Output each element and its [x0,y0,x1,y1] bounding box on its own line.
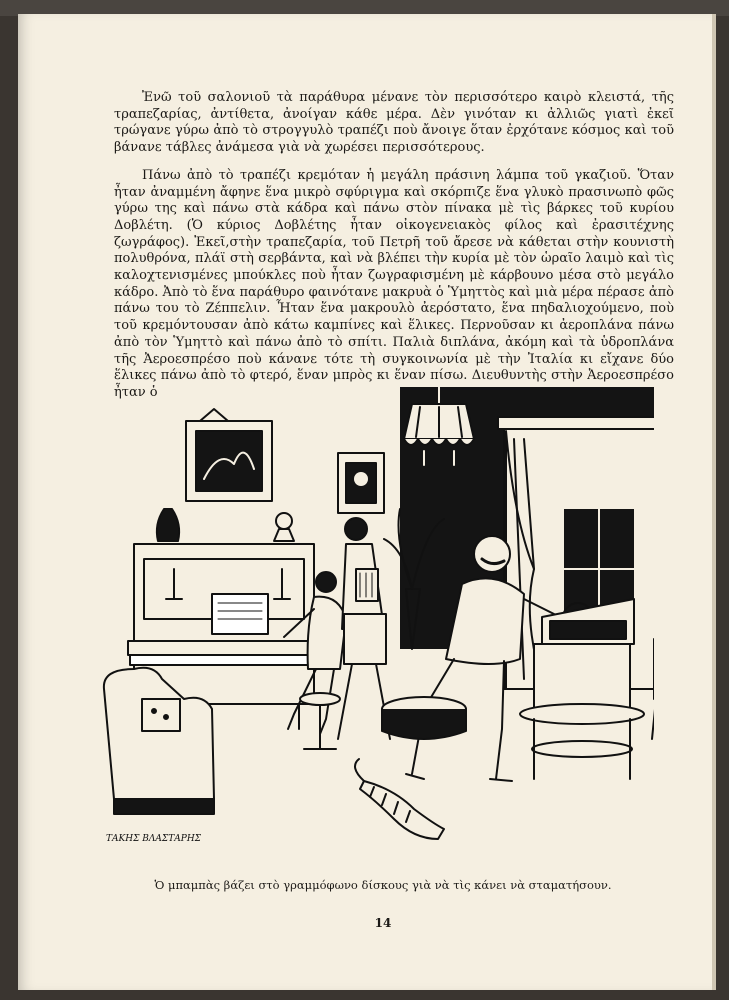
body-text [114,90,674,402]
illustration-caption: Ὁ μπαμπὰς βάζει στὸ γραμμόφωνο δίσκους γιὰ νὰ τὶς κάνει νὰ σταματήσουν. [154,878,612,892]
page-edge [712,14,716,990]
framed-painting [186,409,272,501]
small-portrait [338,453,384,513]
paragraph-1: Ἐνῶ τοῦ σαλονιοῦ τὰ παράθυρα μένανε τὸν περισσότερο καιρὸ κλειστά, τῆς τραπεζαρίας, ἀντίθετα, ἀνοίγαν κάθε μέρα. Δὲν γινόταν κι ἀλλιῶς γιατὶ ἐκεῖ τρώγανε γύρω ἀπὸ τὸ στρογγυλὸ τραπέζι ποὺ ἄνοιγε ὅταν ἐρχότανε κόσμος καὶ τοῦ βάνανε τάβλες ἀνάμεσα γιὰ νὰ χωρέσει περισσότερους. [114,90,674,156]
striped-cat [355,759,444,839]
living-room-illustration [94,369,654,869]
paragraph-2: Πάνω ἀπὸ τὸ τραπέζι κρεμόταν ἡ μεγάλη πράσινη λάμπα τοῦ γκαζιοῦ. Ὅταν ἦταν ἀναμμένη ἄφηνε ἕνα μικρὸ σφύριγμα καὶ σκόρπιζε ἕνα γλυκὸ πρασινωπὸ φῶς γύρω της καὶ πάνω στὰ κάδρα καὶ πάνω στὸν πίνακα μὲ τὶς βάρκες τοῦ κυρίου Δοβλέτη. (Ὁ κύριος Δοβλέτης ἦταν οἰκογενειακὸς φίλος καὶ ἐρασιτέχνης ζωγράφος). Ἐκεῖ,στὴν τραπεζαρία, τοῦ Πετρῆ τοῦ ἄρεσε νὰ κάθεται στὴν κουνιστὴ πολυθρόνα, πλάϊ στὴ σερβάντα, καὶ νὰ βλέπει τὴν κυρία μὲ τὸν ὡραῖο λαιμὸ καὶ τὶς καλοχτενισμένες μπούκλες ποὺ ἦταν ζωγραφισμένη μὲ κάρβουνο μέσα στὸ μεγάλο κάδρο. Ἀπὸ τὸ ἕνα παράθυρο φαινότανε μακρυὰ ὁ Ὑμηττὸς καὶ μιὰ μέρα πέρασε ἀπὸ πάνω του τὸ Ζέππελιν. Ἦταν ἕνα μακρουλὸ ἀερόστατο, ἕνα πηδαλιοχούμενο, ποὺ τοῦ κρεμόντουσαν ἀπὸ κάτω καμπίνες καὶ ἕλικες. Περνοῦσαν κι ἀεροπλάνα πάνω ἀπὸ τὸν Ὑμηττὸ καὶ πάνω ἀπὸ τὸ σπίτι. Παλιὰ διπλάνα, ἀκόμη καὶ τὰ ὑδροπλάνα τῆς Ἀεροεσπρέσο ποὺ κάνανε τότε τὴ συγκοινωνία μὲ τὴν Ἰταλία κι εἴχανε δύο ἕλικες πάνω ἀπὸ τὸ φτερό, ἕναν μπρὸς κι ἕναν πίσω. Διευθυντὴς στὴν Ἀεροεσπρέσο ἦταν ὁ [114,167,674,400]
book-page [18,14,716,990]
artist-signature: ΤΑΚΗΣ ΒΛΑΣΤΑΡΗΣ [106,834,202,844]
page-number: 14 [374,916,392,930]
